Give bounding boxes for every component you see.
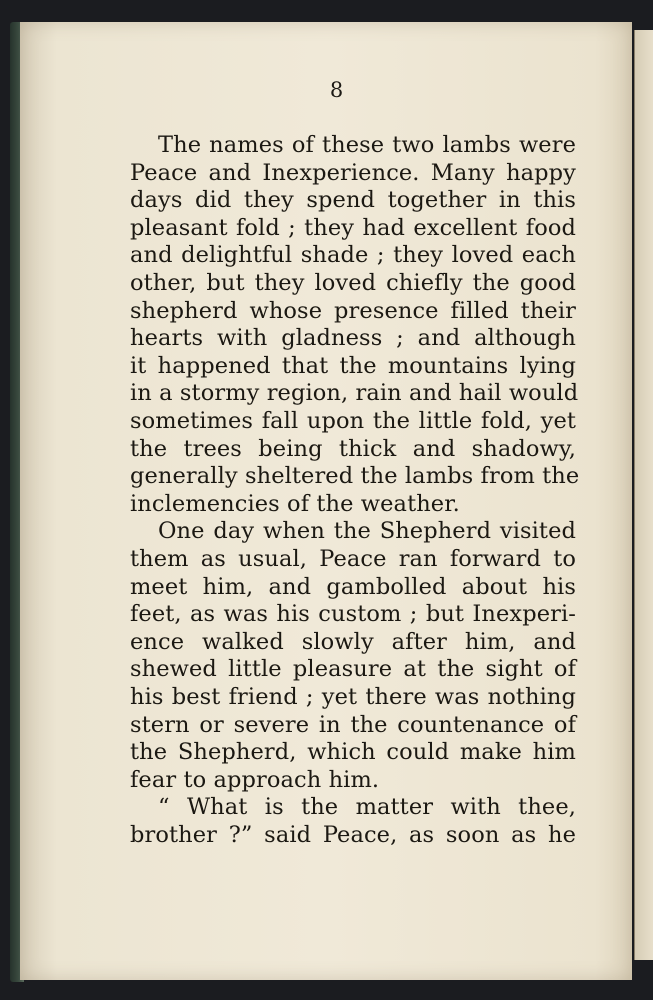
text-line: in a stormy region, rain and hail would	[130, 380, 579, 407]
text-line: the trees being thick and shadowy,	[130, 435, 576, 462]
text-line: One day when the Shepherd visited	[158, 518, 576, 545]
text-line: brother ?” said Peace, as soon as he	[130, 822, 576, 848]
text-line: other, but they loved chiefly the good	[130, 270, 576, 296]
text-line: Peace and Inexperience. Many happy	[130, 159, 576, 186]
text-line: days did they spend together in this	[130, 187, 576, 214]
text-line: shewed little pleasure at the sight of	[130, 656, 576, 683]
text-line: feet, as was his custom ; but Inexperi-	[130, 601, 576, 628]
text-line: them as usual, Peace ran forward to	[130, 546, 576, 572]
text-line: sometimes fall upon the little fold, yet	[130, 408, 576, 434]
text-line: shepherd whose presence filled their	[130, 297, 576, 324]
text-line: ence walked slowly after him, and	[130, 628, 576, 655]
text-line: hearts with gladness ; and although	[130, 325, 576, 352]
text-line: the Shepherd, which could make him	[130, 739, 576, 766]
text-line: The names of these two lambs were	[158, 132, 576, 158]
text-line: pleasant fold ; they had excellent food	[130, 214, 576, 241]
text-line: it happened that the mountains lying	[130, 352, 576, 379]
text-line: “ What is the matter with thee,	[158, 794, 576, 821]
next-page-edge	[634, 30, 653, 960]
text-line: inclemencies of the weather.	[130, 490, 460, 517]
text-line: his best friend ; yet there was nothing	[130, 684, 576, 710]
text-line: generally sheltered the lambs from the	[130, 463, 580, 490]
page-number: 8	[329, 78, 344, 102]
text-line: and delightful shade ; they loved each	[130, 242, 576, 269]
text-line: fear to approach him.	[130, 766, 380, 793]
text-line: stern or severe in the countenance of	[130, 711, 576, 738]
text-line: meet him, and gambolled about his	[130, 573, 576, 600]
